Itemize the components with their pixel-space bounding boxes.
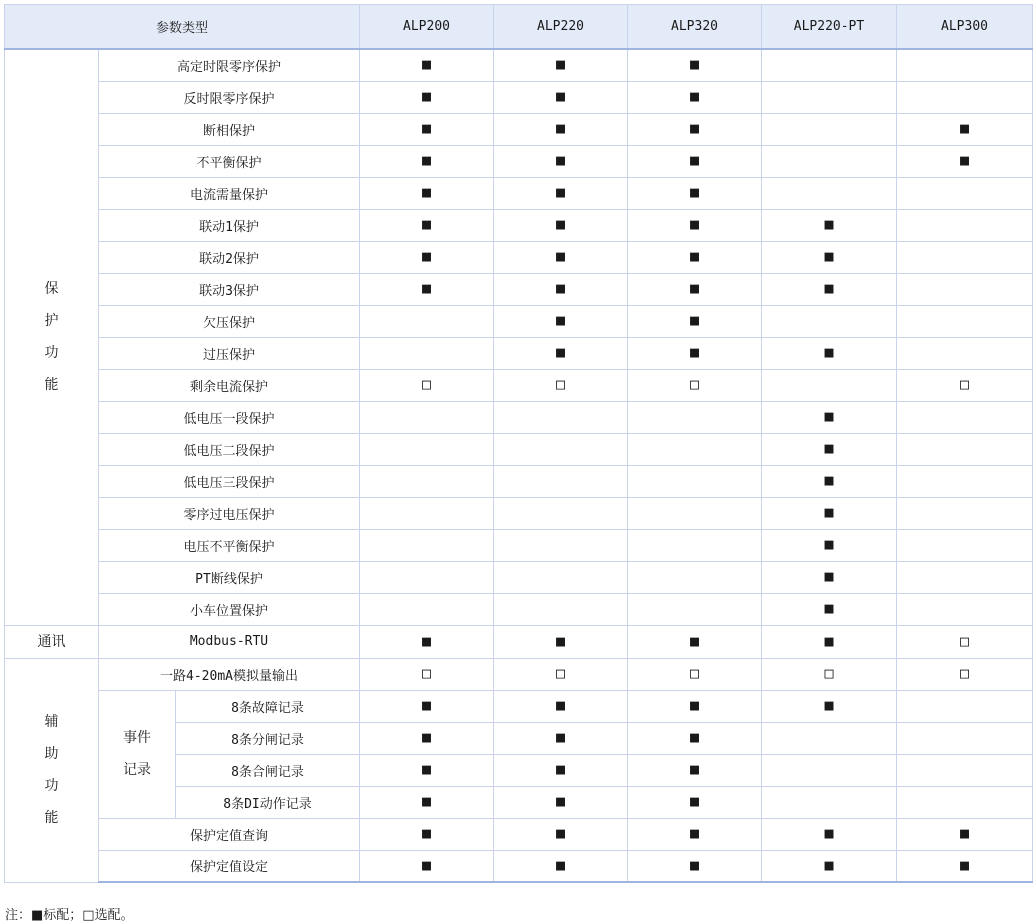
support-cell	[360, 593, 494, 625]
standard-mark-icon: ■	[555, 119, 566, 137]
feature-name: 不平衡保护	[99, 145, 360, 177]
feature-name: 联动2保护	[99, 241, 360, 273]
support-cell	[897, 273, 1033, 305]
support-cell	[494, 305, 628, 337]
subgroup-label: 事件 记录	[99, 690, 176, 818]
table-row	[5, 401, 1033, 433]
table-row	[5, 625, 1033, 658]
standard-mark-icon: ■	[555, 311, 566, 329]
standard-mark-icon: ■	[421, 855, 432, 874]
support-cell	[628, 145, 762, 177]
standard-mark-icon: ■	[959, 151, 970, 169]
feature-name: 反时限零序保护	[99, 81, 360, 113]
support-cell	[897, 690, 1033, 722]
support-cell	[628, 529, 762, 561]
support-cell	[494, 850, 628, 882]
support-cell	[762, 722, 897, 754]
optional-mark-icon: □	[959, 664, 970, 682]
standard-mark-icon: ■	[689, 55, 700, 74]
support-cell	[360, 722, 494, 754]
standard-mark-icon: ■	[689, 696, 700, 714]
feature-name: 8条DI动作记录	[176, 786, 360, 818]
feature-name: 电流需量保护	[99, 177, 360, 209]
optional-mark-icon: □	[689, 375, 700, 393]
support-cell	[628, 465, 762, 497]
standard-mark-icon: ■	[689, 855, 700, 874]
support-cell	[897, 145, 1033, 177]
standard-mark-icon: ■	[421, 792, 432, 810]
support-cell	[360, 113, 494, 145]
standard-mark-icon: ■	[689, 87, 700, 105]
support-cell	[762, 401, 897, 433]
support-cell	[762, 690, 897, 722]
support-cell	[762, 593, 897, 625]
support-cell	[628, 305, 762, 337]
support-cell	[494, 593, 628, 625]
model-header: ALP220	[494, 5, 628, 50]
feature-name: 高定时限零序保护	[99, 49, 360, 81]
support-cell	[494, 209, 628, 241]
standard-mark-icon: ■	[421, 215, 432, 233]
feature-comparison-table	[4, 4, 1033, 883]
model-header: ALP200	[360, 5, 494, 50]
standard-mark-icon: ■	[689, 311, 700, 329]
table-row	[5, 690, 1033, 722]
support-cell	[628, 593, 762, 625]
standard-mark-icon: ■	[689, 119, 700, 137]
table-body	[5, 49, 1033, 882]
feature-name: 过压保护	[99, 337, 360, 369]
table-row	[5, 177, 1033, 209]
table-row	[5, 113, 1033, 145]
standard-mark-icon: ■	[555, 151, 566, 169]
support-cell	[360, 497, 494, 529]
standard-mark-icon: ■	[824, 503, 834, 521]
standard-mark-icon: ■	[555, 792, 566, 810]
standard-mark-icon: ■	[555, 824, 566, 842]
standard-mark-icon: ■	[824, 279, 834, 297]
support-cell	[628, 625, 762, 658]
support-cell	[494, 818, 628, 850]
optional-mark-icon: □	[555, 664, 566, 682]
standard-mark-icon: ■	[824, 407, 834, 425]
support-cell	[762, 658, 897, 690]
support-cell	[762, 625, 897, 658]
support-cell	[628, 850, 762, 882]
standard-mark-icon: ■	[824, 343, 834, 361]
support-cell	[897, 305, 1033, 337]
support-cell	[762, 786, 897, 818]
support-cell	[762, 305, 897, 337]
group-label: 通讯	[5, 625, 99, 658]
support-cell	[360, 561, 494, 593]
support-cell	[360, 465, 494, 497]
support-cell	[762, 81, 897, 113]
support-cell	[628, 561, 762, 593]
support-cell	[360, 305, 494, 337]
table-header-row	[5, 5, 1033, 50]
standard-mark-icon: ■	[959, 824, 970, 842]
table-row	[5, 49, 1033, 81]
support-cell	[762, 818, 897, 850]
feature-name: 低电压二段保护	[99, 433, 360, 465]
standard-mark-icon: ■	[555, 247, 566, 265]
optional-mark-icon: □	[959, 631, 970, 650]
table-row	[5, 658, 1033, 690]
support-cell	[897, 658, 1033, 690]
feature-name: PT断线保护	[99, 561, 360, 593]
support-cell	[897, 593, 1033, 625]
support-cell	[897, 113, 1033, 145]
standard-mark-icon: ■	[555, 279, 566, 297]
standard-mark-icon: ■	[555, 215, 566, 233]
standard-mark-icon: ■	[555, 855, 566, 874]
optional-mark-icon: □	[824, 664, 834, 682]
optional-mark-icon: □	[421, 664, 432, 682]
table-row	[5, 465, 1033, 497]
optional-mark-icon: □	[689, 664, 700, 682]
optional-mark-icon: □	[555, 375, 566, 393]
support-cell	[762, 49, 897, 81]
support-cell	[762, 754, 897, 786]
support-cell	[628, 273, 762, 305]
support-cell	[494, 722, 628, 754]
standard-mark-icon: ■	[421, 151, 432, 169]
feature-name: Modbus-RTU	[99, 625, 360, 658]
support-cell	[360, 81, 494, 113]
standard-mark-icon: ■	[689, 151, 700, 169]
support-cell	[897, 465, 1033, 497]
support-cell	[897, 786, 1033, 818]
support-cell	[360, 369, 494, 401]
standard-mark-icon: ■	[824, 567, 834, 585]
standard-mark-icon: ■	[421, 247, 432, 265]
support-cell	[360, 690, 494, 722]
support-cell	[628, 690, 762, 722]
optional-mark-icon: □	[421, 375, 432, 393]
table-row	[5, 529, 1033, 561]
support-cell	[762, 561, 897, 593]
standard-mark-icon: ■	[824, 247, 834, 265]
support-cell	[762, 337, 897, 369]
feature-name: 保护定值设定	[99, 850, 360, 882]
support-cell	[628, 81, 762, 113]
support-cell	[360, 625, 494, 658]
support-cell	[494, 113, 628, 145]
support-cell	[494, 690, 628, 722]
standard-mark-icon: ■	[824, 215, 834, 233]
support-cell	[494, 49, 628, 81]
standard-mark-icon: ■	[421, 279, 432, 297]
standard-mark-icon: ■	[555, 760, 566, 778]
support-cell	[360, 529, 494, 561]
support-cell	[494, 625, 628, 658]
support-cell	[762, 850, 897, 882]
support-cell	[762, 177, 897, 209]
support-cell	[494, 433, 628, 465]
support-cell	[494, 561, 628, 593]
support-cell	[360, 850, 494, 882]
standard-mark-icon: ■	[824, 599, 834, 617]
table-row	[5, 433, 1033, 465]
table-row	[5, 497, 1033, 529]
support-cell	[762, 465, 897, 497]
support-cell	[494, 369, 628, 401]
table-row	[5, 818, 1033, 850]
support-cell	[494, 529, 628, 561]
support-cell	[628, 241, 762, 273]
table-row	[5, 850, 1033, 882]
support-cell	[360, 433, 494, 465]
support-cell	[360, 209, 494, 241]
feature-name: 联动1保护	[99, 209, 360, 241]
support-cell	[360, 241, 494, 273]
standard-mark-icon: ■	[689, 760, 700, 778]
group-label: 辅 助 功 能	[5, 658, 99, 882]
feature-name: 断相保护	[99, 113, 360, 145]
optional-mark-icon: □	[959, 375, 970, 393]
support-cell	[360, 273, 494, 305]
table-row	[5, 241, 1033, 273]
standard-mark-icon: ■	[421, 824, 432, 842]
feature-name: 低电压三段保护	[99, 465, 360, 497]
support-cell	[628, 49, 762, 81]
support-cell	[360, 145, 494, 177]
standard-mark-icon: ■	[421, 760, 432, 778]
standard-mark-icon: ■	[421, 55, 432, 74]
support-cell	[360, 177, 494, 209]
support-cell	[360, 337, 494, 369]
support-cell	[897, 497, 1033, 529]
standard-mark-icon: ■	[555, 343, 566, 361]
support-cell	[762, 529, 897, 561]
feature-name: 8条分闸记录	[176, 722, 360, 754]
table-row	[5, 145, 1033, 177]
support-cell	[762, 433, 897, 465]
table-row	[5, 209, 1033, 241]
support-cell	[494, 337, 628, 369]
support-cell	[628, 433, 762, 465]
param-type-header: 参数类型	[5, 5, 360, 50]
standard-mark-icon: ■	[824, 824, 834, 842]
support-cell	[360, 49, 494, 81]
support-cell	[762, 209, 897, 241]
table-row	[5, 369, 1033, 401]
support-cell	[762, 145, 897, 177]
standard-mark-icon: ■	[689, 247, 700, 265]
support-cell	[628, 754, 762, 786]
feature-name: 剩余电流保护	[99, 369, 360, 401]
support-cell	[897, 337, 1033, 369]
feature-name: 8条合闸记录	[176, 754, 360, 786]
support-cell	[360, 818, 494, 850]
support-cell	[360, 658, 494, 690]
support-cell	[494, 145, 628, 177]
support-cell	[897, 818, 1033, 850]
support-cell	[897, 81, 1033, 113]
support-cell	[762, 273, 897, 305]
support-cell	[897, 433, 1033, 465]
support-cell	[628, 658, 762, 690]
model-header: ALP300	[897, 5, 1033, 50]
standard-mark-icon: ■	[959, 119, 970, 137]
standard-mark-icon: ■	[555, 183, 566, 201]
legend-note: 注：■标配；□选配。	[5, 908, 134, 923]
standard-mark-icon: ■	[421, 631, 432, 650]
support-cell	[494, 81, 628, 113]
standard-mark-icon: ■	[824, 439, 834, 457]
support-cell	[494, 273, 628, 305]
feature-name: 零序过电压保护	[99, 497, 360, 529]
support-cell	[897, 625, 1033, 658]
support-cell	[897, 722, 1033, 754]
standard-mark-icon: ■	[689, 631, 700, 650]
support-cell	[897, 49, 1033, 81]
standard-mark-icon: ■	[421, 119, 432, 137]
standard-mark-icon: ■	[421, 183, 432, 201]
feature-name: 低电压一段保护	[99, 401, 360, 433]
table-row	[5, 561, 1033, 593]
support-cell	[494, 241, 628, 273]
support-cell	[628, 113, 762, 145]
standard-mark-icon: ■	[689, 183, 700, 201]
standard-mark-icon: ■	[824, 855, 834, 874]
standard-mark-icon: ■	[824, 696, 834, 714]
table-row	[5, 593, 1033, 625]
support-cell	[628, 818, 762, 850]
standard-mark-icon: ■	[824, 471, 834, 489]
feature-name: 欠压保护	[99, 305, 360, 337]
standard-mark-icon: ■	[555, 728, 566, 746]
support-cell	[360, 786, 494, 818]
support-cell	[628, 369, 762, 401]
support-cell	[628, 209, 762, 241]
support-cell	[360, 754, 494, 786]
table-row	[5, 273, 1033, 305]
support-cell	[897, 241, 1033, 273]
standard-mark-icon: ■	[689, 279, 700, 297]
support-cell	[628, 401, 762, 433]
standard-mark-icon: ■	[421, 696, 432, 714]
support-cell	[628, 786, 762, 818]
support-cell	[762, 113, 897, 145]
standard-mark-icon: ■	[555, 55, 566, 74]
support-cell	[628, 722, 762, 754]
support-cell	[494, 177, 628, 209]
standard-mark-icon: ■	[421, 728, 432, 746]
support-cell	[897, 369, 1033, 401]
standard-mark-icon: ■	[555, 87, 566, 105]
standard-mark-icon: ■	[689, 728, 700, 746]
standard-mark-icon: ■	[421, 87, 432, 105]
support-cell	[494, 786, 628, 818]
standard-mark-icon: ■	[689, 792, 700, 810]
model-header: ALP320	[628, 5, 762, 50]
feature-name: 联动3保护	[99, 273, 360, 305]
feature-name: 保护定值查询	[99, 818, 360, 850]
support-cell	[762, 241, 897, 273]
model-header: ALP220-PT	[762, 5, 897, 50]
group-label: 保 护 功 能	[5, 49, 99, 625]
feature-name: 一路4-20mA模拟量输出	[99, 658, 360, 690]
support-cell	[494, 401, 628, 433]
table-row	[5, 337, 1033, 369]
feature-name: 小车位置保护	[99, 593, 360, 625]
support-cell	[628, 497, 762, 529]
support-cell	[628, 177, 762, 209]
support-cell	[494, 497, 628, 529]
standard-mark-icon: ■	[824, 535, 834, 553]
standard-mark-icon: ■	[689, 343, 700, 361]
table-row	[5, 305, 1033, 337]
support-cell	[897, 754, 1033, 786]
support-cell	[628, 337, 762, 369]
feature-name: 8条故障记录	[176, 690, 360, 722]
standard-mark-icon: ■	[959, 855, 970, 874]
standard-mark-icon: ■	[555, 631, 566, 650]
standard-mark-icon: ■	[689, 215, 700, 233]
standard-mark-icon: ■	[824, 631, 834, 650]
support-cell	[762, 369, 897, 401]
support-cell	[897, 850, 1033, 882]
support-cell	[762, 497, 897, 529]
support-cell	[897, 177, 1033, 209]
support-cell	[897, 209, 1033, 241]
support-cell	[494, 658, 628, 690]
feature-name: 电压不平衡保护	[99, 529, 360, 561]
support-cell	[494, 754, 628, 786]
standard-mark-icon: ■	[689, 824, 700, 842]
standard-mark-icon: ■	[555, 696, 566, 714]
support-cell	[897, 401, 1033, 433]
support-cell	[897, 529, 1033, 561]
support-cell	[360, 401, 494, 433]
table-row	[5, 81, 1033, 113]
support-cell	[897, 561, 1033, 593]
support-cell	[494, 465, 628, 497]
